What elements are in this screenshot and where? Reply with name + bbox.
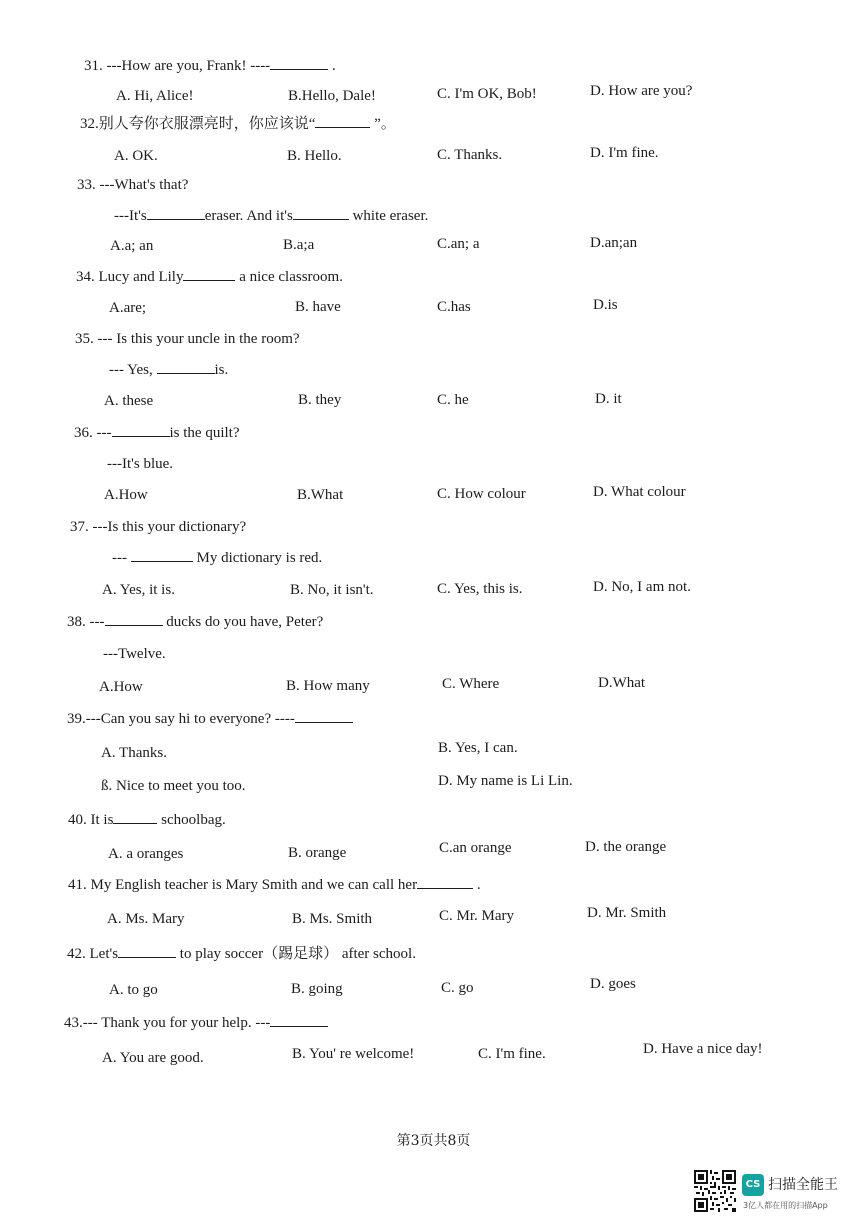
question-37-stem2: --- My dictionary is red. — [112, 550, 323, 566]
scanner-watermark — [694, 1170, 854, 1214]
answer-blank — [112, 424, 170, 437]
answer-blank — [131, 549, 193, 562]
option-42-a: A. to go — [109, 982, 158, 998]
question-34-stem: 34. Lucy and Lily a nice classroom. — [76, 269, 343, 285]
option-43-d: D. Have a nice day! — [643, 1041, 763, 1057]
option-38-a: A.How — [99, 679, 143, 695]
question-41-stem: 41. My English teacher is Mary Smith and we can call her . — [68, 877, 481, 893]
option-31-d: D. How are you? — [590, 83, 693, 99]
scanner-tagline: 3亿人都在用的扫描App — [743, 1201, 828, 1210]
option-37-a: A. Yes, it is. — [102, 582, 175, 598]
option-31-c: C. I'm OK, Bob! — [437, 86, 537, 102]
question-36-stem: 36. --- is the quilt? — [74, 425, 240, 441]
question-39-stem: 39.---Can you say hi to everyone? ---- — [67, 709, 353, 729]
option-31-b: B.Hello, Dale! — [288, 88, 376, 104]
option-32-c: C. Thanks. — [437, 147, 503, 163]
qr-code-icon — [694, 1170, 736, 1212]
option-38-d: D.What — [598, 675, 646, 691]
scanner-app-name: 扫描全能王 — [768, 1177, 838, 1193]
answer-blank — [183, 268, 235, 281]
answer-blank — [417, 876, 473, 889]
question-33-stem: 33. ---What's that? — [77, 177, 189, 193]
option-35-a: A. these — [104, 393, 154, 409]
option-33-b: B.a;a — [283, 237, 315, 253]
option-37-d: D. No, I am not. — [593, 579, 691, 595]
camscanner-logo-icon: CS — [742, 1174, 764, 1196]
answer-blank — [315, 115, 370, 128]
question-42-stem: 42. Let's to play soccer（踢足球） after school. — [67, 946, 416, 962]
question-38-stem: 38. --- ducks do you have, Peter? — [67, 614, 324, 630]
question-35-stem2: --- Yes, is. — [109, 362, 229, 378]
question-40-stem: 40. It is schoolbag. — [68, 812, 226, 828]
question-35-stem: 35. --- Is this your uncle in the room? — [75, 331, 300, 347]
question-33-stem2: ---It's eraser. And it's white eraser. — [114, 208, 429, 224]
option-39-b: B. Yes, I can. — [438, 740, 518, 756]
answer-blank — [105, 613, 163, 626]
option-39-c: ß. Nice to meet you too. — [101, 778, 246, 794]
option-32-a: A. OK. — [114, 148, 158, 164]
option-34-d: D.is — [593, 297, 618, 313]
answer-blank — [147, 207, 205, 220]
answer-blank — [270, 1014, 328, 1027]
option-41-d: D. Mr. Smith — [587, 905, 667, 921]
option-39-d: D. My name is Li Lin. — [438, 773, 573, 789]
option-34-a: A.are; — [109, 300, 147, 316]
option-31-a: A. Hi, Alice! — [116, 88, 194, 104]
option-40-d: D. the orange — [585, 839, 667, 855]
question-31-stem: 31. ---How are you, Frank! ---- . — [84, 58, 336, 74]
option-35-b: B. they — [298, 392, 342, 408]
option-33-c: C.an; a — [437, 236, 480, 252]
question-38-stem2: ---Twelve. — [103, 646, 166, 662]
option-43-c: C. I'm fine. — [478, 1046, 546, 1062]
option-41-a: A. Ms. Mary — [107, 911, 185, 927]
option-34-b: B. have — [295, 299, 341, 315]
option-38-c: C. Where — [442, 676, 500, 692]
option-33-d: D.an;an — [590, 235, 638, 251]
option-32-d: D. I'm fine. — [590, 145, 659, 161]
option-41-c: C. Mr. Mary — [439, 908, 514, 924]
answer-blank — [270, 57, 328, 70]
option-34-c: C.has — [437, 299, 471, 315]
question-32-stem: 32.别人夸你衣服漂亮时，你应该说“ ”。 — [80, 116, 396, 132]
option-37-c: C. Yes, this is. — [437, 581, 523, 597]
option-43-b: B. You' re welcome! — [292, 1046, 415, 1062]
answer-blank — [157, 361, 215, 374]
page-number: 第3页共8页 — [396, 1133, 471, 1149]
option-42-b: B. going — [291, 981, 343, 997]
answer-blank — [118, 945, 176, 958]
answer-blank — [295, 710, 353, 723]
option-32-b: B. Hello. — [287, 148, 342, 164]
option-42-d: D. goes — [590, 976, 636, 992]
answer-blank — [293, 207, 349, 220]
option-38-b: B. How many — [286, 678, 370, 694]
option-40-b: B. orange — [288, 845, 347, 861]
question-37-stem: 37. ---Is this your dictionary? — [70, 519, 247, 535]
option-41-b: B. Ms. Smith — [292, 911, 373, 927]
option-36-c: C. How colour — [437, 486, 526, 502]
option-35-d: D. it — [595, 391, 622, 407]
option-40-c: C.an orange — [439, 840, 512, 856]
option-33-a: A.a; an — [110, 238, 154, 254]
option-37-b: B. No, it isn't. — [290, 582, 374, 598]
option-36-b: B.What — [297, 487, 344, 503]
option-36-d: D. What colour — [593, 484, 686, 500]
option-40-a: A. a oranges — [108, 846, 184, 862]
option-35-c: C. he — [437, 392, 469, 408]
answer-blank — [113, 811, 157, 824]
question-36-stem2: ---It's blue. — [107, 456, 174, 472]
option-43-a: A. You are good. — [102, 1050, 204, 1066]
option-36-a: A.How — [104, 487, 148, 503]
option-39-a: A. Thanks. — [101, 745, 167, 761]
question-43-stem: 43.--- Thank you for your help. --- — [64, 1013, 328, 1033]
option-42-c: C. go — [441, 980, 474, 996]
